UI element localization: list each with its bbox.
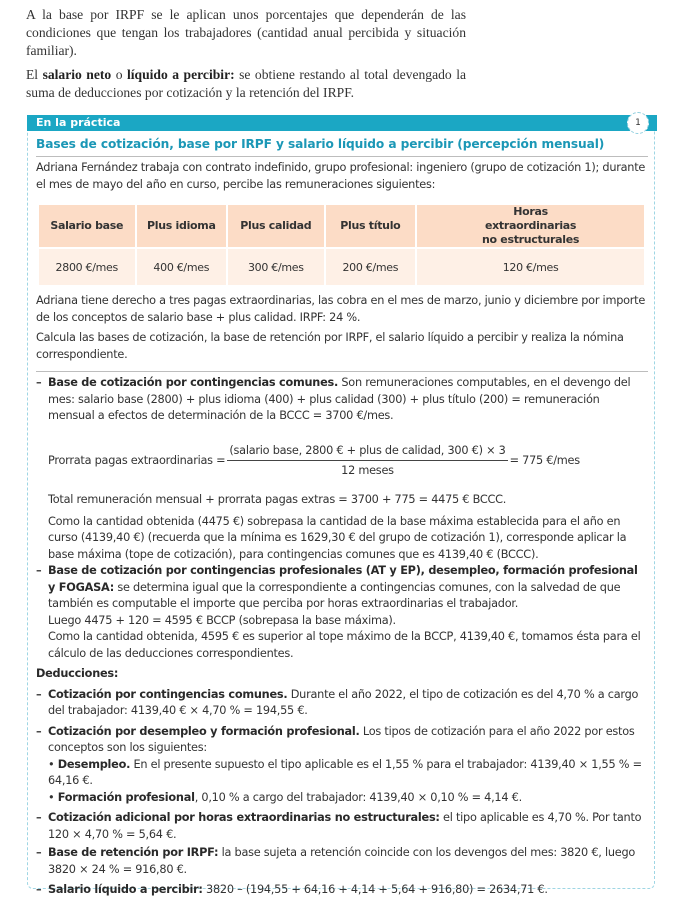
deducciones-section — [36, 666, 648, 903]
bullet-desempleo: • Desempleo. En el presente supuesto el tipo aplicable es el 1,55 % para el trabajador: 4139,40 × 1,55 % = 64,16 €. — [48, 757, 642, 787]
base-maxima-note: Como la cantidad obtenida (4475 €) sobrepasa la cantidad de la base máxima establecida para el año en curso (4139,40 €) (recuerda que la mínima es 1629,30 € del grupo de cotización 1), corresponde aplicar la base máxima (tope de cotización), para contingencias comunes que es 4139,40 € (BCCC). — [48, 514, 627, 561]
exercise-number-badge: 1 — [627, 112, 649, 134]
deduccion-desempleo-fp: – Cotización por desempleo y formación profesional. Los tipos de cotización para el año 2022 por estos conceptos son los siguientes: • Desempleo. En el presente supuesto el tipo aplicable es el 1,55 % para el trabajador: 4139,40 × 1,55 % = 64,16 €. • Formación profesional, 0,10 % a cargo del trabajador: 4139,40 × 0,10 % = 4,14 €. — [36, 724, 648, 807]
table-cell: 400 €/mes — [137, 249, 227, 285]
table-row — [39, 249, 644, 285]
salario-liquido: – Salario líquido a percibir: 3820 – (194,55 + 64,16 + 4,14 + 5,64 + 916,80) = 2634,71 €. — [36, 882, 648, 899]
practice-label: En la práctica — [36, 116, 121, 129]
exercise-statement: Adriana Fernández trabaja con contrato indefinido, grupo profesional: ingeniero (grupo de cotización 1); durante el mes de mayo del año en curso, percibe las remuneraciones siguientes: — [36, 161, 646, 191]
intro-text — [26, 6, 466, 108]
deduccion-horas-extra: – Cotización adicional por horas extraordinarias no estructurales: el tipo aplicable es 4,70 %. Por tanto 120 × 4,70 % = 5,64 €. — [36, 810, 648, 843]
table-cell: 200 €/mes — [326, 249, 416, 285]
practice-box — [27, 115, 655, 896]
table-header: Plus título — [326, 205, 416, 247]
title-divider — [36, 156, 648, 157]
table-cell: 300 €/mes — [228, 249, 324, 285]
table-header: Horas extraordinarias no estructurales — [417, 205, 644, 247]
table-header: Plus idioma — [137, 205, 227, 247]
solution-bccp: – Base de cotización por contingencias profesionales (AT y EP), desempleo, formación profesional y FOGASA: se determina igual que la correspondiente a contingencias comunes, con la salvedad de que también es computable el importe que perciba por horas extraordinarias el trabajador. Luego 4475 + 120 = 4595 € BCCP (sobrepasa la base máxima). Como la cantidad obtenida, 4595 € es superior al tope máximo de la BCCP, 4139,40 €, tomamos ésta para el cálculo de las deducciones correspondientes. — [36, 563, 648, 666]
prorrata-formula: Prorrata pagas extraordinarias = $\frac{\text{(salario base, 2800 € + plus de calidad, 300 €) × 3}}{\text{12 meses}}$ = 775 €/mes — [48, 443, 580, 477]
table-header: Plus calidad — [228, 205, 324, 247]
bullet-formacion: • Formación profesional, 0,10 % a cargo del trabajador: 4139,40 × 0,10 % = 4,14 €. — [48, 790, 522, 804]
exercise-conditions: Adriana tiene derecho a tres pagas extraordinarias, las cobra en el mes de marzo, junio y diciembre por importe de los conceptos de salario base + plus calidad. IRPF: 24 %. Calcula las bases de cotización, la base de retención por IRPF, el salario líquido a percibir y realiza la nómina correspondiente. — [36, 293, 648, 367]
intro-paragraph-irpf: A la base por IRPF se le aplican unos porcentajes que dependerán de las condiciones que tengan los trabajadores (cantidad anual percibida y situación familiar). — [26, 7, 466, 58]
deduccion-cc: – Cotización por contingencias comunes. Durante el año 2022, el tipo de cotización es del 4,70 % a cargo del trabajador: 4139,40 € × 4,70 % = 194,55 €. — [36, 687, 648, 720]
practice-box-header — [27, 115, 657, 131]
solution-divider — [36, 371, 648, 372]
solution-total: Total remuneración mensual + prorrata pagas extras = 3700 + 775 = 4475 € BCCC. Como la cantidad obtenida (4475 €) sobrepasa la cantidad de la base máxima establecida para el año en curso (4139,40 €) (recuerda que la mínima es 1629,30 € del grupo de cotización 1), corresponde aplicar la base máxima (tope de cotización), para contingencias comunes que es 4139,40 € (BCCC). — [48, 492, 648, 567]
table-cell: 120 €/mes — [417, 249, 644, 285]
solution-bccc: – Base de cotización por contingencias comunes. Son remuneraciones computables, en el devengo del mes: salario base (2800) + plus idioma (400) + plus calidad (300) + plus título (200) = remuneración mensual a efectos de determinación de la BCCC = 3700 €/mes. — [36, 375, 648, 429]
intro-paragraph-salario-neto: El salario neto o líquido a percibir: se obtiene restando al total devengado la suma de deducciones por cotización y la retención del IRPF. — [26, 67, 467, 100]
exercise-title: Bases de cotización, base por IRPF y salario líquido a percibir (percepción mensual) — [36, 137, 605, 151]
fraction: $\frac{\text{(salario base, 2800 € + plus de calidad, 300 €) × 3}}{\text{12 meses}}$ — [229, 443, 506, 477]
remuneration-table — [37, 203, 646, 287]
exercise-task: Calcula las bases de cotización, la base de retención por IRPF, el salario líquido a percibir y realiza la nómina correspondiente. — [36, 331, 624, 361]
table-cell: 2800 €/mes — [39, 249, 135, 285]
table-header: Salario base — [39, 205, 135, 247]
table-header-row — [39, 205, 644, 247]
deducciones-heading: Deducciones: — [36, 667, 119, 680]
deduccion-irpf: – Base de retención por IRPF: la base sujeta a retención coincide con los devengos del mes: 3820 €, luego 3820 × 24 % = 916,80 €. — [36, 845, 648, 878]
